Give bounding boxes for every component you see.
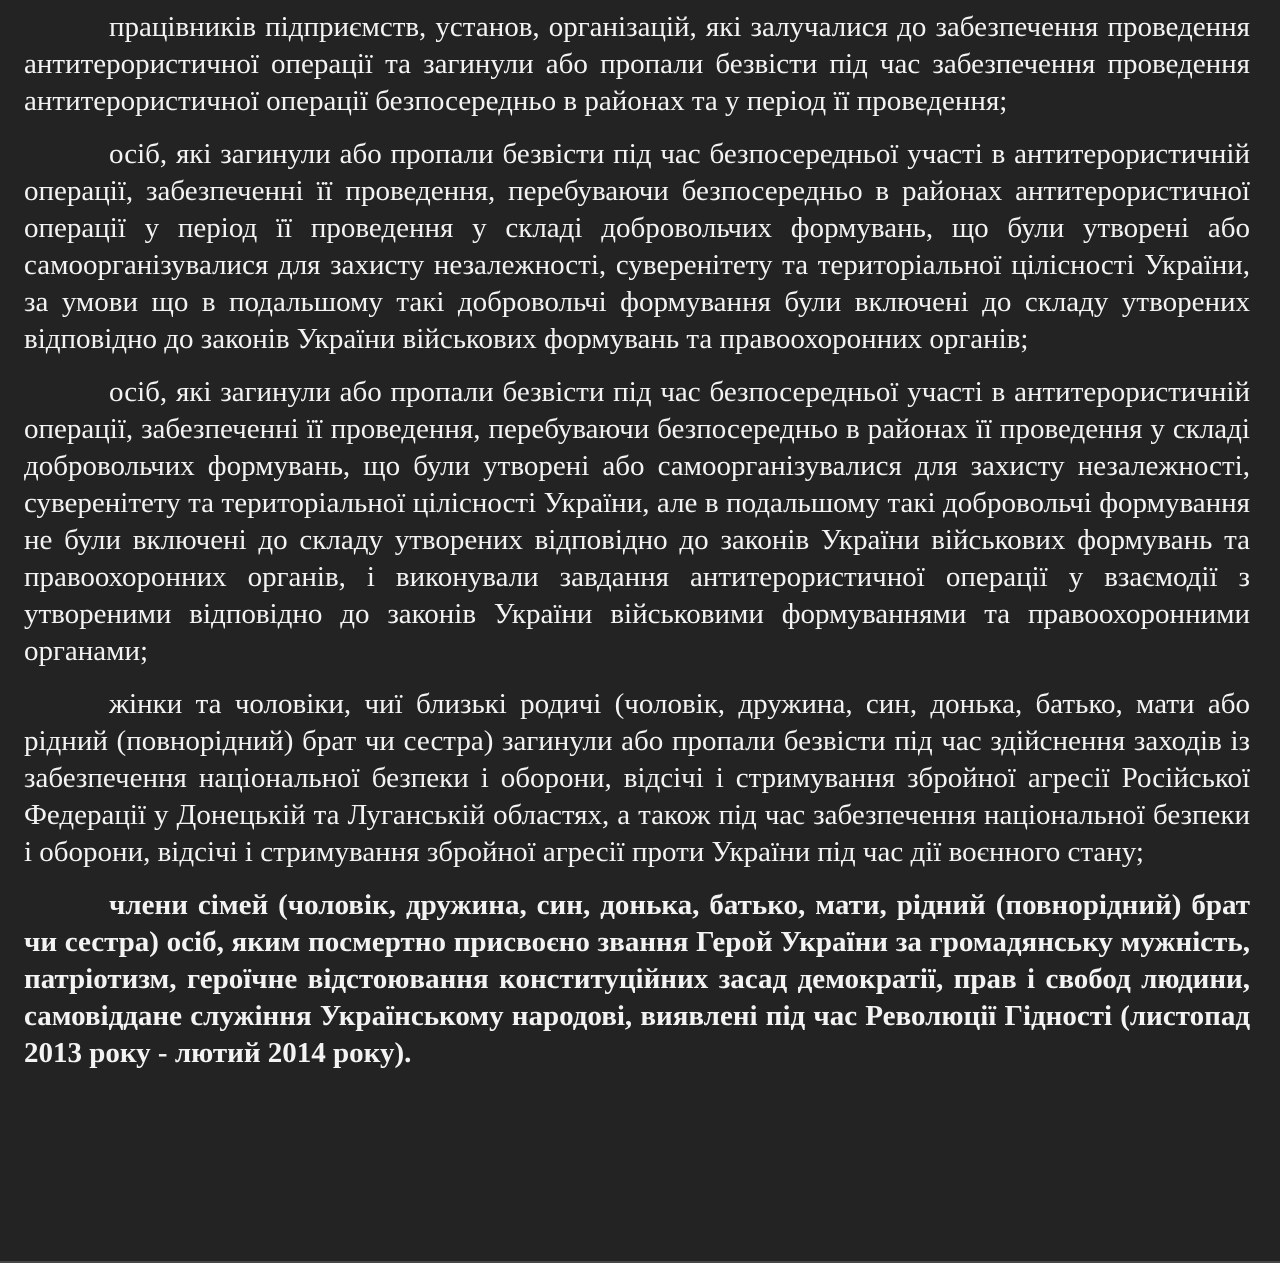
paragraph-2: осіб, які загинули або пропали безвісти під час безпосередньої участі в антитерористичній операції, забезпеченні її проведення, перебуваючи безпосередньо в районах антитерористичної операції у період її проведення у складі добровольчих формувань, що були утворені або самоорганізувалися для захисту незалежності, суверенітету та територіальної цілісності України, за умови що в подальшому такі добровольчі формування були включені до складу утворених відповідно до законів України військових формувань та правоохоронних органів; — [24, 138, 1250, 355]
paragraph-4: жінки та чоловіки, чиї близькі родичі (чоловік, дружина, син, донька, батько, мати або рідний (повнорідний) брат чи сестра) загинули або пропали безвісти під час здійснення заходів із забезпечення національної безпеки і оборони, відсічі і стримування збройної агресії Російської Федерації у Донецькій та Луганській областях, а також під час забезпечення національної безпеки і оборони, відсічі і стримування збройної агресії проти України під час дії воєнного стану; — [24, 688, 1250, 868]
paragraph-5-bold: члени сімей (чоловік, дружина, син, донька, батько, мати, рідний (повнорідний) брат чи сестра) осіб, яким посмертно присвоєно звання Герой України за громадянську мужність, патріотизм, героїчне відстоювання конституційних засад демократії, прав і свобод людини, самовіддане служіння Українському народові, виявлені під час Революції Гідності (листопад 2013 року - лютий 2014 року). — [24, 889, 1250, 1069]
paragraph-1: працівників підприємств, установ, організацій, які залучалися до забезпечення проведення антитерористичної операції та загинули або пропали безвісти під час забезпечення проведення антитерористичної операції безпосередньо в районах та у період її проведення; — [24, 11, 1250, 117]
paragraph-3: осіб, які загинули або пропали безвісти під час безпосередньої участі в антитерористичній операції, забезпеченні її проведення, перебуваючи безпосередньо в районах її проведення у складі добровольчих формувань, що були утворені або самоорганізувалися для захисту незалежності, суверенітету та територіальної цілісності України, але в подальшому такі добровольчі формування не були включені до складу утворених відповідно до законів України військових формувань та правоохоронних органів, і виконували завдання антитерористичної операції у взаємодії з утвореними відповідно до законів України військовими формуваннями та правоохоронними органами; — [24, 376, 1250, 667]
